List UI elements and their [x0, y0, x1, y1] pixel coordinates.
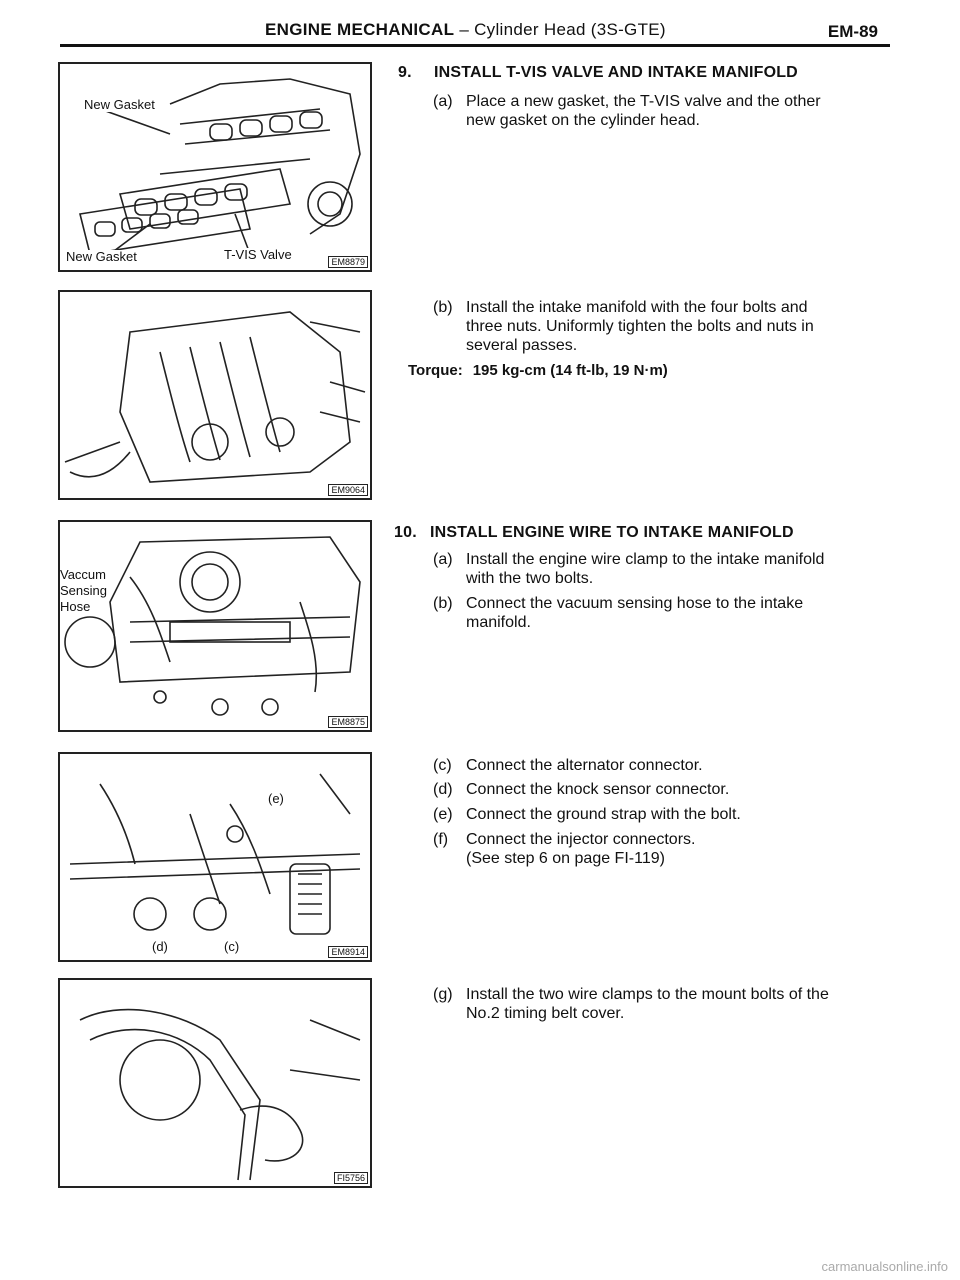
step-title: INSTALL ENGINE WIRE TO INTAKE MANIFOLD — [430, 524, 794, 541]
torque-value: 195 kg-cm (14 ft-lb, 19 N·m) — [472, 362, 668, 379]
item-line: Connect the injector connectors. — [466, 831, 696, 848]
callout-vaccum: Vaccum — [60, 567, 106, 582]
item-line: Connect the knock sensor connector. — [466, 781, 730, 798]
item-label: (a) — [433, 551, 453, 568]
watermark: carmanualsonline.info — [821, 1259, 948, 1274]
step-number: 10. — [394, 524, 417, 541]
item-line: Place a new gasket, the T-VIS valve and the other — [466, 93, 821, 110]
item-text — [466, 780, 729, 799]
item-label: (b) — [433, 595, 453, 612]
callout-new-gasket-bottom: New Gasket — [66, 249, 137, 264]
figure-intake-manifold — [58, 290, 372, 500]
header-rule — [60, 44, 890, 47]
item-label: (f) — [433, 831, 449, 848]
step-10-heading — [394, 524, 794, 542]
item-label: (b) — [433, 299, 453, 316]
item-line: several passes. — [466, 337, 578, 354]
callout-hose: Hose — [60, 599, 91, 614]
item-text — [466, 985, 829, 1023]
item-text — [466, 594, 803, 632]
page-number: EM-89 — [827, 22, 878, 41]
manifold-illustration — [60, 292, 370, 498]
item-label: (a) — [433, 93, 453, 110]
item-label: (e) — [433, 806, 453, 823]
item-line: Connect the ground strap with the bolt. — [466, 806, 741, 823]
step-title: INSTALL T-VIS VALVE AND INTAKE MANIFOLD — [434, 64, 798, 81]
header-title — [265, 20, 666, 40]
item-text — [466, 756, 703, 775]
connectors-illustration — [60, 754, 370, 960]
figure-code: FI5756 — [334, 1172, 368, 1184]
item-line: manifold. — [466, 614, 531, 631]
item-text — [466, 92, 821, 130]
callout-d: (d) — [152, 939, 168, 954]
item-line: three nuts. Uniformly tighten the bolts and nuts in — [466, 318, 814, 335]
item-text — [466, 550, 824, 588]
figure-code: EM9064 — [328, 484, 368, 496]
item-line: Install the intake manifold with the four bolts and — [466, 299, 808, 316]
figure-code: EM8875 — [328, 716, 368, 728]
item-line: No.2 timing belt cover. — [466, 1005, 625, 1022]
item-text — [466, 830, 695, 868]
torque-label: Torque: — [408, 362, 463, 379]
item-line: Connect the vacuum sensing hose to the intake — [466, 595, 804, 612]
gasket-illustration — [60, 64, 370, 270]
item-line: new gasket on the cylinder head. — [466, 112, 700, 129]
item-line: (See step 6 on page FI-119) — [466, 850, 665, 867]
figure-code: EM8879 — [328, 256, 368, 268]
figure-connectors — [58, 752, 372, 962]
item-line: Install the engine wire clamp to the intake manifold — [466, 551, 825, 568]
item-line: Connect the alternator connector. — [466, 757, 703, 774]
callout-sensing: Sensing — [60, 583, 107, 598]
figure-gaskets — [58, 62, 372, 272]
torque-spec — [408, 362, 668, 379]
item-label: (d) — [433, 781, 453, 798]
page-header — [60, 18, 890, 44]
timing-belt-illustration — [60, 980, 370, 1186]
vacuum-hose-illustration — [60, 522, 370, 730]
item-text — [466, 298, 814, 355]
item-line: with the two bolts. — [466, 570, 594, 587]
figure-timing-belt-cover — [58, 978, 372, 1188]
item-line: Install the two wire clamps to the mount bolts of the — [466, 986, 829, 1003]
step-9-heading — [398, 64, 798, 82]
figure-vacuum-hose — [58, 520, 372, 732]
item-label: (g) — [433, 986, 453, 1003]
item-label: (c) — [433, 757, 452, 774]
section-name: ENGINE MECHANICAL — [265, 20, 455, 39]
figure-code: EM8914 — [328, 946, 368, 958]
callout-new-gasket-top: New Gasket — [84, 97, 155, 112]
callout-c: (c) — [224, 939, 240, 954]
callout-tvis-valve: T-VIS Valve — [224, 247, 292, 262]
item-text — [466, 805, 741, 824]
section-subtitle: – Cylinder Head (3S-GTE) — [459, 20, 666, 39]
step-number: 9. — [398, 64, 412, 81]
callout-e: (e) — [268, 791, 284, 806]
